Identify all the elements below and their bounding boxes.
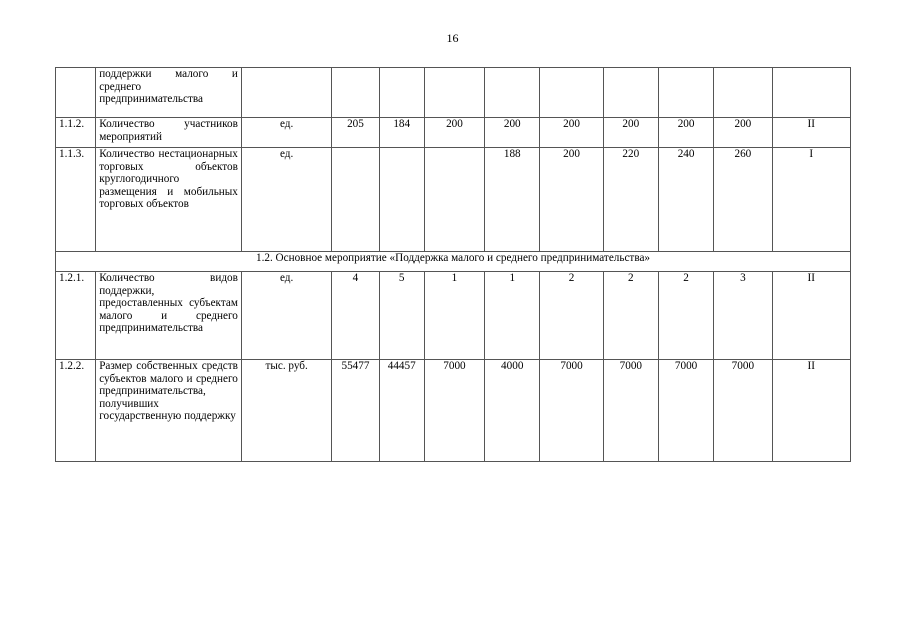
table-body xyxy=(56,68,851,462)
value-cell: 200 xyxy=(658,118,713,148)
value-cell: 7000 xyxy=(603,360,658,462)
section-row xyxy=(56,252,851,272)
value-cell: 260 xyxy=(714,148,772,252)
value-cell xyxy=(485,68,540,118)
value-cell xyxy=(658,68,713,118)
row-number xyxy=(56,68,96,118)
value-cell: 1 xyxy=(424,272,484,360)
value-cell: 7000 xyxy=(540,360,603,462)
indicators-table xyxy=(55,67,851,462)
unit-cell: ед. xyxy=(241,118,331,148)
value-cell: 220 xyxy=(603,148,658,252)
value-cell: 3 xyxy=(714,272,772,360)
source-cell: II xyxy=(772,118,851,148)
value-cell: 184 xyxy=(379,118,424,148)
value-cell: 2 xyxy=(658,272,713,360)
value-cell: 188 xyxy=(485,148,540,252)
source-cell: II xyxy=(772,360,851,462)
unit-cell: тыс. руб. xyxy=(241,360,331,462)
value-cell: 200 xyxy=(540,118,603,148)
value-cell: 1 xyxy=(485,272,540,360)
section-title: 1.2. Основное мероприятие «Поддержка малого и среднего предпринимательства» xyxy=(56,252,851,272)
value-cell xyxy=(540,68,603,118)
value-cell: 200 xyxy=(424,118,484,148)
value-cell xyxy=(379,68,424,118)
value-cell xyxy=(603,68,658,118)
table-row xyxy=(56,360,851,462)
value-cell xyxy=(424,148,484,252)
value-cell: 205 xyxy=(332,118,379,148)
indicator-name: Количество видов поддержки, предоставленных субъектам малого и среднего предпринимательства xyxy=(96,272,242,360)
value-cell: 200 xyxy=(540,148,603,252)
indicator-name: Количество нестационарных торговых объектов круглогодичного размещения и мобильных торговых объектов xyxy=(96,148,242,252)
source-cell: II xyxy=(772,272,851,360)
table-row xyxy=(56,118,851,148)
source-cell: I xyxy=(772,148,851,252)
table-row xyxy=(56,272,851,360)
value-cell xyxy=(332,68,379,118)
value-cell: 200 xyxy=(603,118,658,148)
value-cell: 4 xyxy=(332,272,379,360)
value-cell xyxy=(332,148,379,252)
row-number: 1.1.3. xyxy=(56,148,96,252)
value-cell: 2 xyxy=(603,272,658,360)
row-number: 1.1.2. xyxy=(56,118,96,148)
table-row xyxy=(56,148,851,252)
value-cell xyxy=(714,68,772,118)
value-cell: 7000 xyxy=(658,360,713,462)
value-cell: 200 xyxy=(485,118,540,148)
value-cell: 240 xyxy=(658,148,713,252)
table-row xyxy=(56,68,851,118)
value-cell xyxy=(379,148,424,252)
unit-cell xyxy=(241,68,331,118)
value-cell: 2 xyxy=(540,272,603,360)
value-cell xyxy=(424,68,484,118)
row-number: 1.2.1. xyxy=(56,272,96,360)
indicator-name: поддержки малого и среднего предпринимательства xyxy=(96,68,242,118)
value-cell: 55477 xyxy=(332,360,379,462)
value-cell: 5 xyxy=(379,272,424,360)
value-cell: 200 xyxy=(714,118,772,148)
indicator-name: Размер собственных средств субъектов малого и среднего предпринимательства, получивших государственную поддержку xyxy=(96,360,242,462)
value-cell: 44457 xyxy=(379,360,424,462)
value-cell: 7000 xyxy=(714,360,772,462)
indicator-name: Количество участников мероприятий xyxy=(96,118,242,148)
value-cell: 7000 xyxy=(424,360,484,462)
unit-cell: ед. xyxy=(241,272,331,360)
row-number: 1.2.2. xyxy=(56,360,96,462)
source-cell xyxy=(772,68,851,118)
unit-cell: ед. xyxy=(241,148,331,252)
page-number: 16 xyxy=(446,31,459,45)
value-cell: 4000 xyxy=(485,360,540,462)
